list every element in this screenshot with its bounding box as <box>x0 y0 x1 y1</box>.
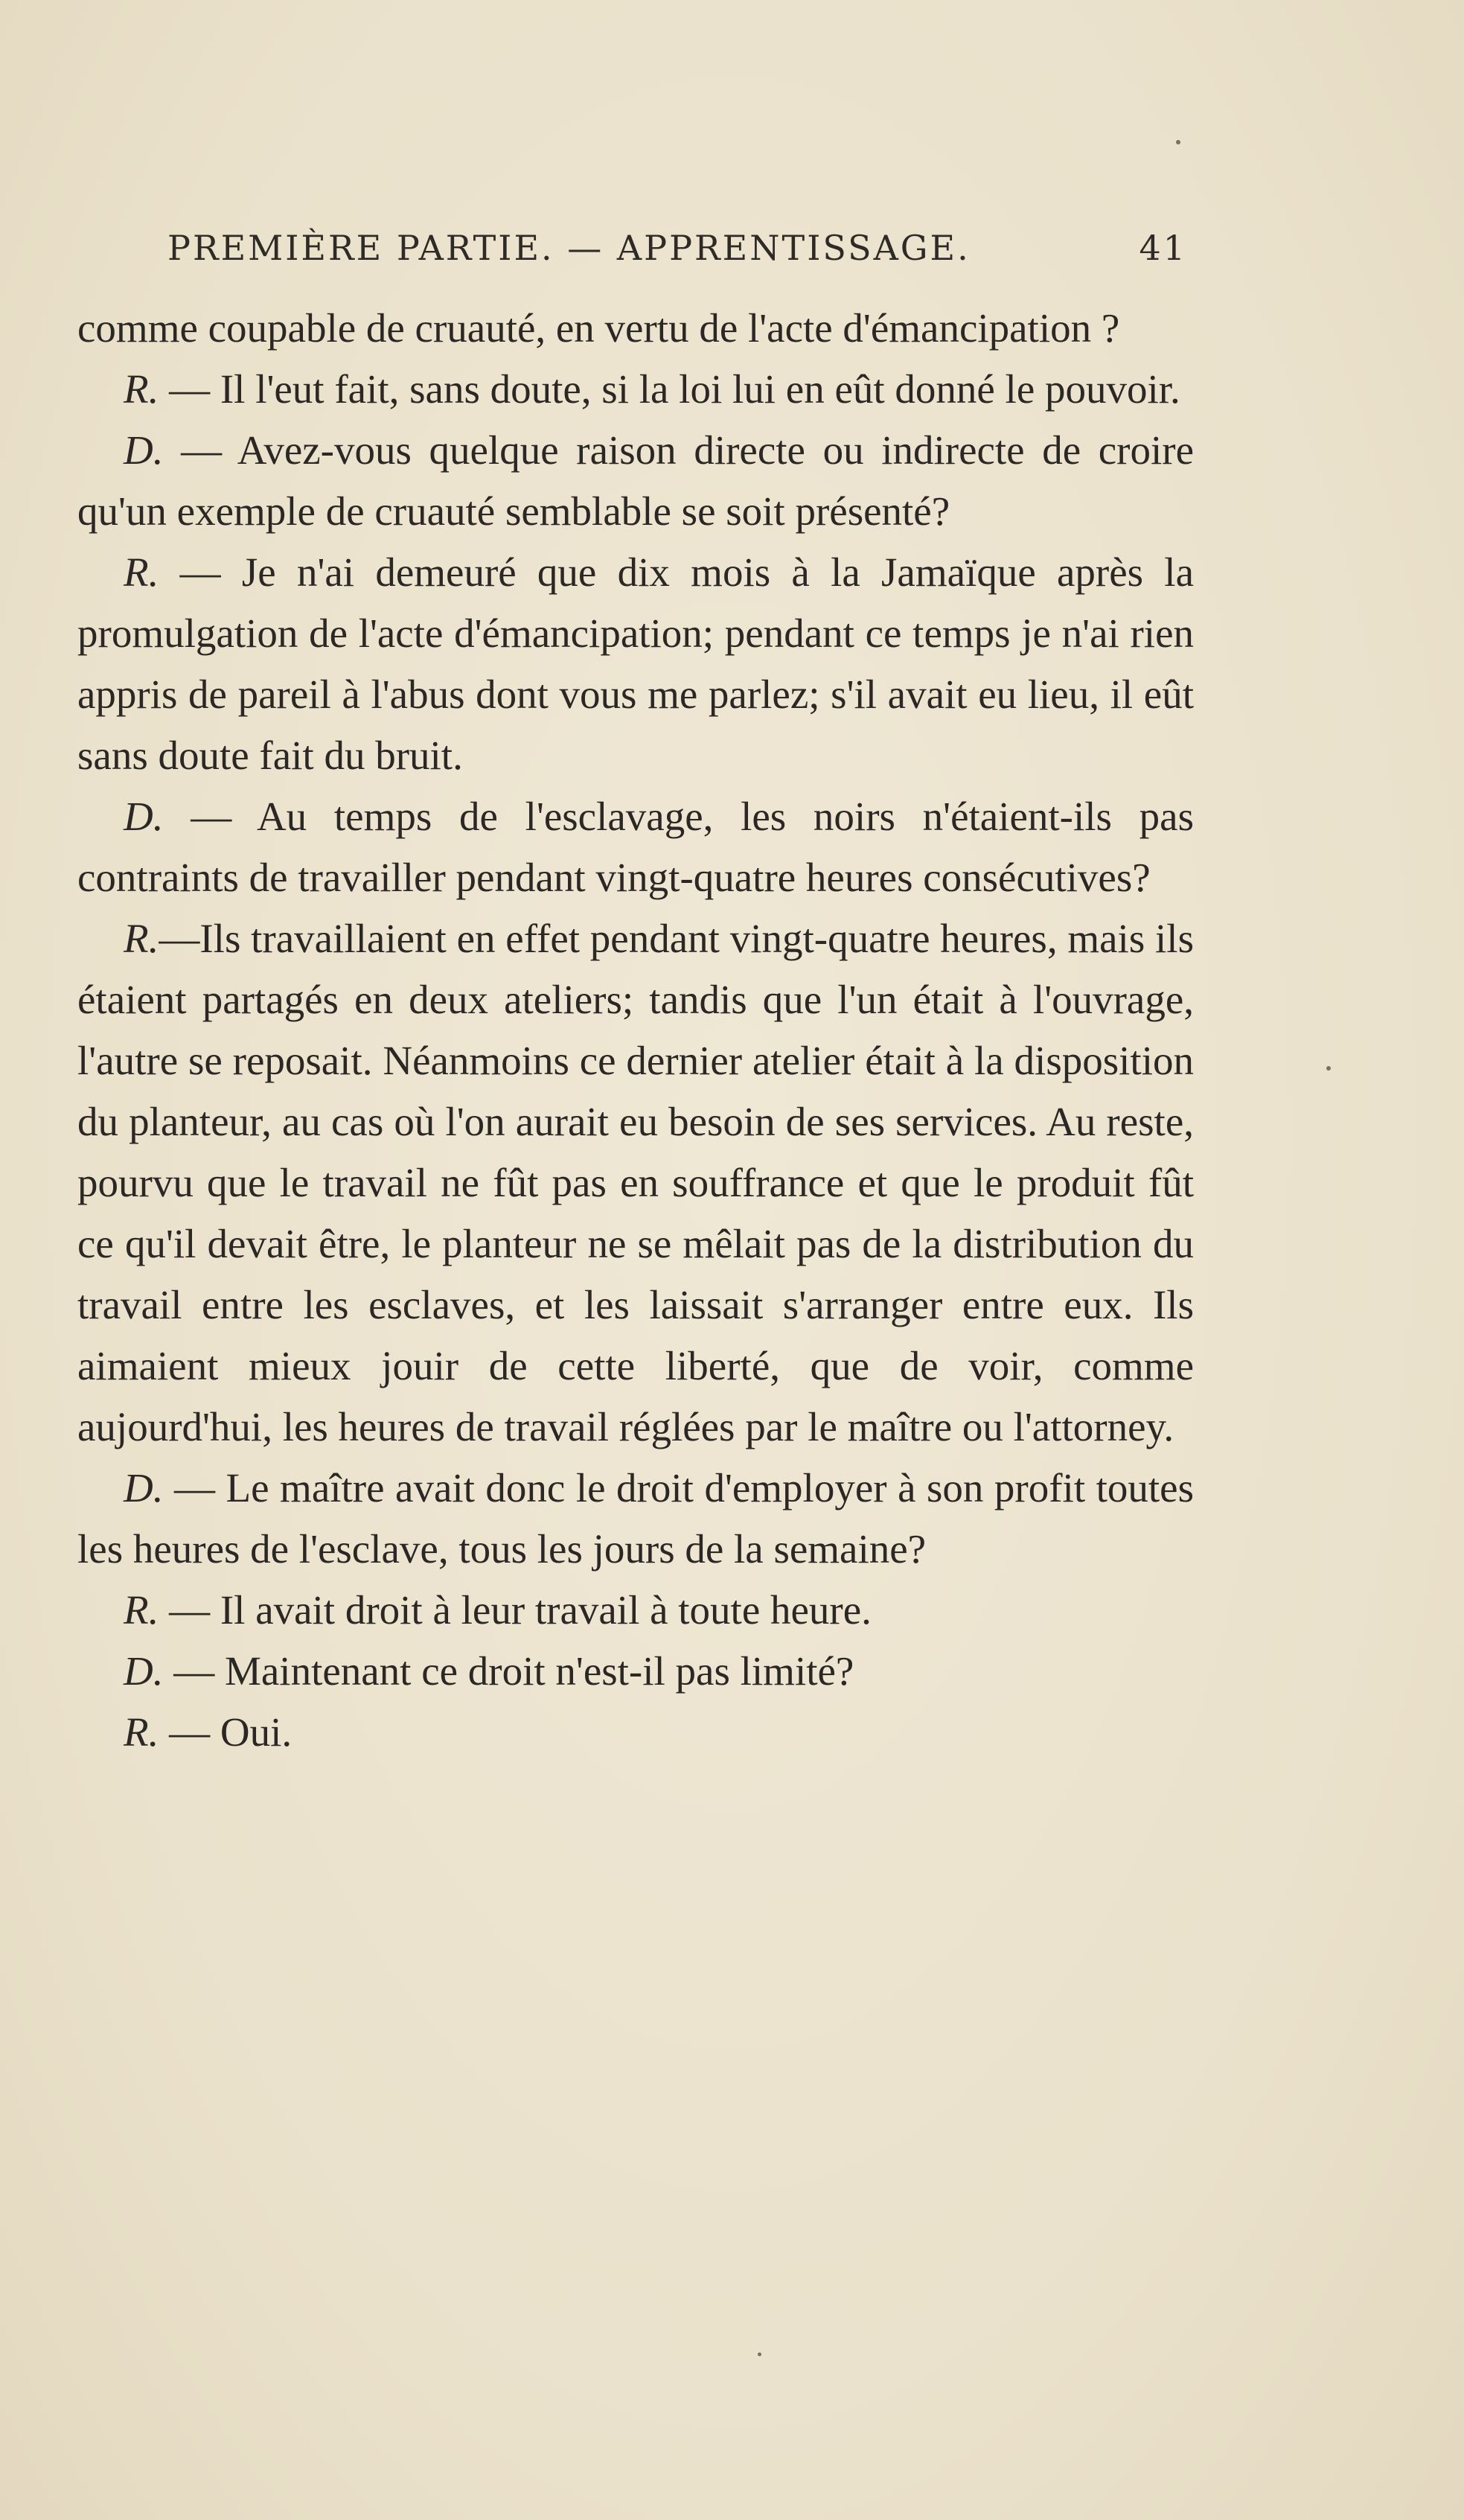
page-body <box>77 298 1194 1763</box>
paragraph-text: —Ils travaillaient en effet pendant vingt-quatre heures, mais ils étaient partagés en deux ateliers; tandis que l'un était à l'ouvrage, l'autre se reposait. Néanmoins ce dernier atelier était à la disposition du planteur, au cas où l'on aurait eu besoin de ses services. Au reste, pourvu que le travail ne fût pas en souffrance et que le produit fût ce qu'il devait être, le planteur ne se mêlait pas de la distribution du travail entre les esclaves, et les laissait s'arranger entre eux. Ils aimaient mieux jouir de cette liberté, que de voir, comme aujourd'hui, les heures de travail réglées par le maître ou l'attorney. <box>77 916 1194 1449</box>
paragraph <box>77 1702 1194 1763</box>
paragraph-text: — Je n'ai demeuré que dix mois à la Jamaïque après la promulgation de l'acte d'émancipation; pendant ce temps je n'ai rien appris de pareil à l'abus dont vous me parlez; s'il avait eu lieu, il eût sans doute fait du bruit. <box>77 549 1194 778</box>
paragraph-text: — Avez-vous quelque raison directe ou indirecte de croire qu'un exemple de cruauté semblable se soit présenté? <box>77 427 1195 534</box>
paragraph <box>77 298 1194 359</box>
speaker-label: D. <box>124 1465 164 1511</box>
paragraph-text: comme coupable de cruauté, en vertu de l'acte d'émancipation ? <box>77 305 1120 351</box>
speaker-label: D. <box>124 427 164 473</box>
page-number: 41 <box>1139 228 1187 268</box>
speaker-label: R. <box>124 549 159 595</box>
speaker-label: R. <box>124 916 159 961</box>
speaker-label: R. <box>124 1709 159 1755</box>
paper-speck <box>1176 140 1180 144</box>
paper-speck <box>1326 1066 1331 1071</box>
paper-speck <box>758 2352 761 2356</box>
paragraph <box>77 420 1194 542</box>
speaker-label: D. <box>124 1648 164 1694</box>
running-head <box>167 228 1187 268</box>
paragraph-text: — Oui. <box>169 1709 293 1755</box>
speaker-label: D. <box>124 794 164 839</box>
paragraph-text: — Il l'eut fait, sans doute, si la loi lui en eût donné le pouvoir. <box>169 366 1180 412</box>
paragraph <box>77 786 1194 908</box>
paragraph <box>77 908 1194 1458</box>
paragraph <box>77 1580 1194 1641</box>
paragraph <box>77 1458 1194 1580</box>
paragraph <box>77 359 1194 420</box>
speaker-label: R. <box>124 1587 159 1633</box>
paragraph-text: — Le maître avait donc le droit d'employer à son profit toutes les heures de l'esclave, tous les jours de la semaine? <box>77 1465 1194 1572</box>
paragraph <box>77 1641 1194 1702</box>
paragraph-text: — Maintenant ce droit n'est-il pas limité? <box>173 1648 854 1694</box>
speaker-label: R. <box>124 366 159 412</box>
paragraph-text: — Au temps de l'esclavage, les noirs n'étaient-ils pas contraints de travailler pendant vingt-quatre heures consécutives? <box>77 794 1195 900</box>
running-head-title: PREMIÈRE PARTIE. — APPRENTISSAGE. <box>167 228 971 268</box>
paragraph-text: — Il avait droit à leur travail à toute heure. <box>169 1587 872 1633</box>
paragraph <box>77 542 1194 786</box>
